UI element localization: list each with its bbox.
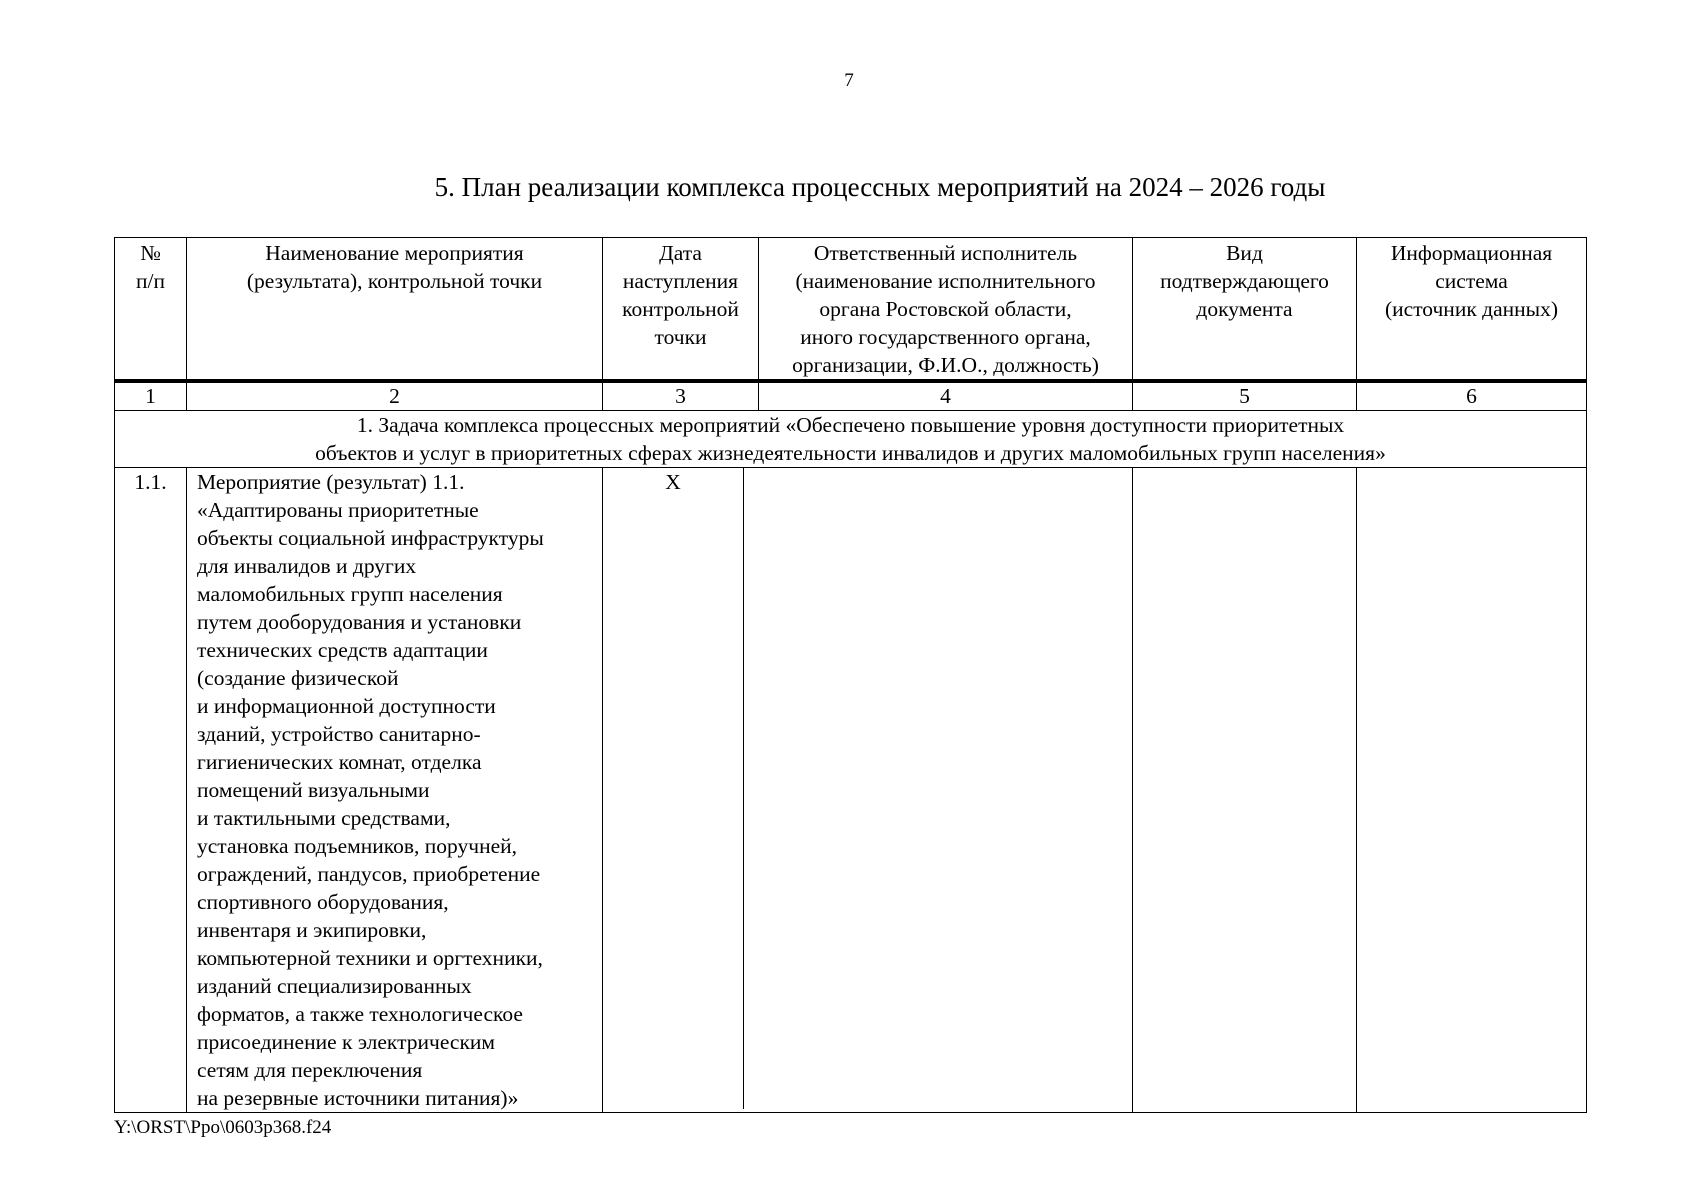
- item-name-line: сетям для переключения: [197, 1058, 423, 1082]
- header-name: [187, 238, 603, 382]
- item-name-line: установка подъемников, поручней,: [197, 834, 518, 858]
- task-row: [115, 411, 1587, 468]
- header-line: Информационная: [1390, 241, 1553, 265]
- plan-table: [114, 237, 1587, 1113]
- item-name-line: Мероприятие (результат) 1.1.: [197, 470, 465, 494]
- header-line: Дата: [659, 241, 702, 265]
- header-responsible: [759, 238, 1133, 382]
- header-line: Ответственный исполнитель: [813, 241, 1078, 265]
- header-number: [115, 238, 187, 382]
- header-line: документа: [1196, 297, 1293, 321]
- item-name-line: на резервные источники питания)»: [197, 1086, 519, 1110]
- item-name-line: изданий специализированных: [197, 974, 472, 998]
- item-name-line: «Адаптированы приоритетные: [197, 498, 479, 522]
- header-line: Вид: [1226, 241, 1263, 265]
- table-row: [115, 468, 1587, 1113]
- footer-file-path: Y:\ORST\Ppo\0603p368.f24: [114, 1117, 332, 1138]
- item-date: X: [665, 470, 681, 494]
- item-name-line: маломобильных групп населения: [197, 582, 503, 606]
- header-line: организации, Ф.И.О., должность): [792, 353, 1099, 377]
- task-cell: [115, 411, 1587, 468]
- item-name-line: гигиенических комнат, отделка: [197, 750, 482, 774]
- item-name-line: и тактильными средствами,: [197, 806, 451, 830]
- item-name-line: и информационной доступности: [197, 694, 496, 718]
- item-name-line: объекты социальной инфраструктуры: [197, 526, 544, 550]
- page-number: 7: [844, 70, 854, 91]
- header-line: Наименование мероприятия: [265, 241, 524, 265]
- header-line: контрольной: [622, 297, 739, 321]
- item-name-line: технических средств адаптации: [197, 638, 488, 662]
- header-info-system: [1357, 238, 1587, 382]
- header-document-type: [1133, 238, 1357, 382]
- column-number: 3: [603, 381, 759, 411]
- header-row: [115, 238, 1587, 382]
- item-name-line: спортивного оборудования,: [197, 890, 449, 914]
- item-name-line: путем дооборудования и установки: [197, 610, 522, 634]
- item-date-responsible-cell: [603, 468, 1133, 1113]
- item-name-line: помещений визуальными: [197, 778, 430, 802]
- column-number: 6: [1357, 381, 1587, 411]
- header-line: точки: [654, 325, 707, 349]
- item-name-line: присоединение к электрическим: [197, 1030, 495, 1054]
- header-line: (источник данных): [1384, 297, 1558, 321]
- item-name-line: компьютерной техники и оргтехники,: [197, 946, 543, 970]
- column-number: 5: [1133, 381, 1357, 411]
- header-date: [603, 238, 759, 382]
- column-number: 2: [187, 381, 603, 411]
- item-info-system: [1357, 468, 1587, 1113]
- column-number: 4: [759, 381, 1133, 411]
- header-line: иного государственного органа,: [800, 325, 1091, 349]
- column-divider: [743, 468, 744, 1110]
- item-number: 1.1.: [115, 468, 187, 1113]
- item-name-line: инвентаря и экипировки,: [197, 918, 427, 942]
- item-name-line: для инвалидов и других: [197, 554, 417, 578]
- column-number-row: [115, 381, 1587, 411]
- column-number: 1: [115, 381, 187, 411]
- header-line: органа Ростовской области,: [819, 297, 1072, 321]
- header-line: система: [1435, 269, 1508, 293]
- item-name-line: зданий, устройство санитарно-: [197, 722, 481, 746]
- task-line: объектов и услуг в приоритетных сферах жизнедеятельности инвалидов и других маломобильных групп населения»: [315, 441, 1386, 465]
- task-line: 1. Задача комплекса процессных мероприятий «Обеспечено повышение уровня доступности приоритетных: [356, 413, 1345, 437]
- item-name-line: форматов, а также технологическое: [197, 1002, 523, 1026]
- item-name-line: ограждений, пандусов, приобретение: [197, 862, 541, 886]
- section-title: 5. План реализации комплекса процессных мероприятий на 2024 – 2026 годы: [434, 172, 1326, 202]
- header-line: наступления: [622, 269, 739, 293]
- header-line: №: [140, 241, 161, 265]
- item-document-type: [1133, 468, 1357, 1113]
- header-line: п/п: [136, 269, 165, 293]
- header-line: (результата), контрольной точки: [246, 269, 543, 293]
- item-name: [187, 468, 603, 1113]
- header-line: подтверждающего: [1160, 269, 1329, 293]
- item-name-line: (создание физической: [197, 666, 399, 690]
- header-line: (наименование исполнительного: [795, 269, 1096, 293]
